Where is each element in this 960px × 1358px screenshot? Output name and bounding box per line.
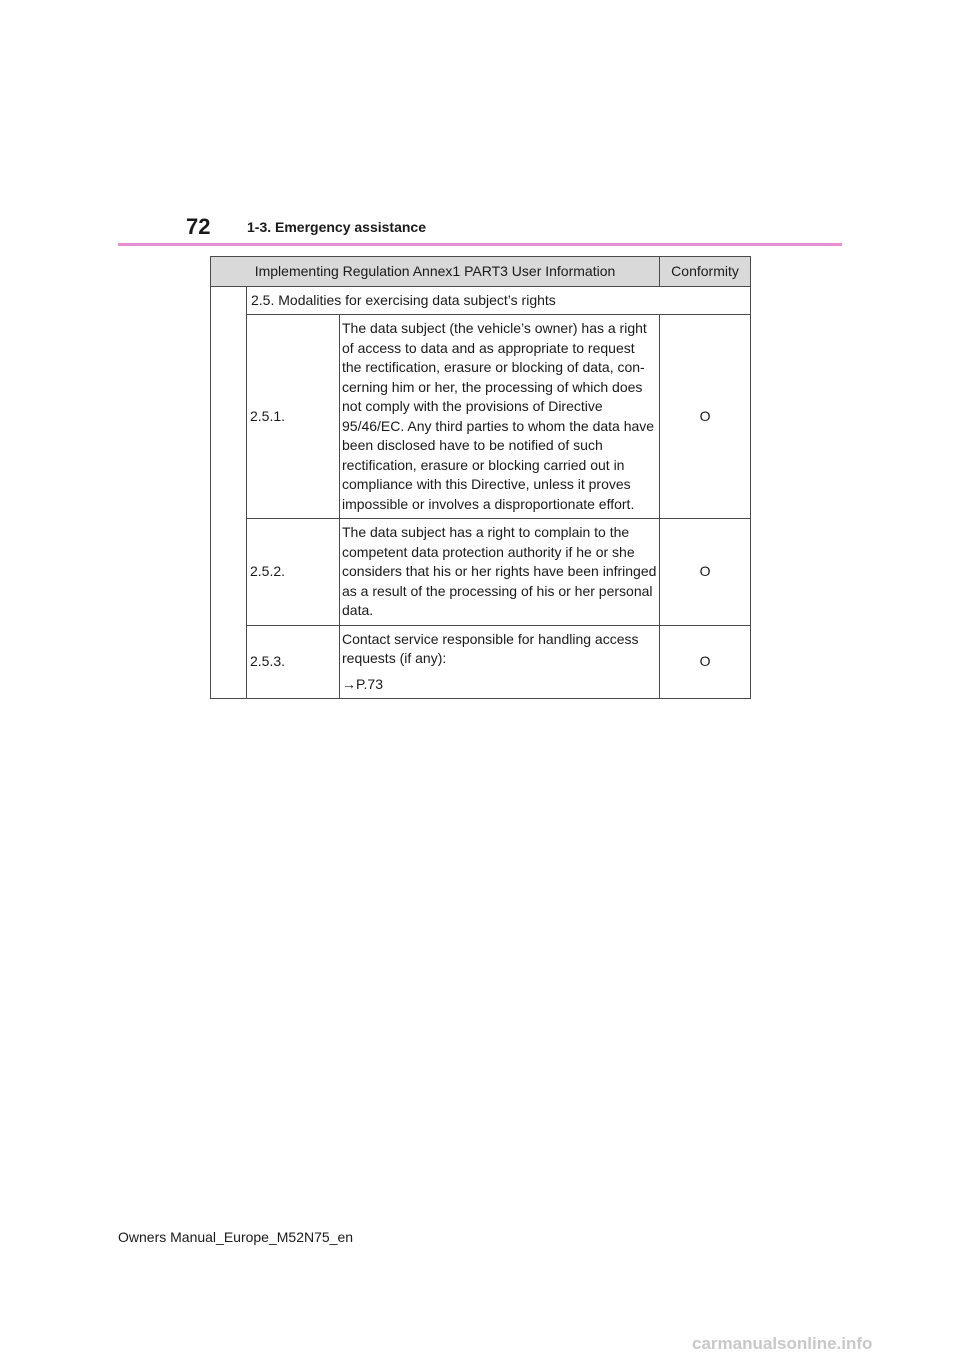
indent-cell <box>211 287 247 699</box>
header-divider <box>118 243 842 246</box>
row-number: 2.5.3. <box>247 625 340 699</box>
table-row <box>211 315 751 519</box>
column-header-conformity: Conformity <box>660 257 751 287</box>
row-conformity: O <box>660 315 751 519</box>
page-number: 72 <box>186 214 211 239</box>
user-information-table <box>210 256 751 699</box>
row-number: 2.5.2. <box>247 519 340 626</box>
column-header-user-information: Implementing Regulation Annex1 PART3 User Information <box>211 257 660 287</box>
row-conformity: O <box>660 519 751 626</box>
row-text-cell <box>340 625 660 699</box>
row-text: The data subject has a right to complain to the competent data protection authority if he or she considers that his or her rights have been infringed as a result of the processing of his or her personal data. <box>340 519 660 626</box>
row-text: The data subject (the vehicle’s owner) has a right of access to data and as appropriate to request the rectification, erasure or blocking of data, con-cerning him or her, the processing of which does not comply with the provisions of Directive 95/46/EC. Any third parties to whom the data have been disclosed have to be notified of such rectification, erasure or blocking carried out in compliance with this Directive, unless it proves impossible or involves a disproportionate effort. <box>340 315 660 519</box>
page-reference-link[interactable]: →P.73 <box>342 675 383 692</box>
row-number: 2.5.1. <box>247 315 340 519</box>
table-header-row <box>211 257 751 287</box>
section-title: 1-3. Emergency assistance <box>247 219 426 235</box>
table-row <box>211 287 751 315</box>
row-conformity: O <box>660 625 751 699</box>
table-row <box>211 519 751 626</box>
group-title: 2.5. Modalities for exercising data subject’s rights <box>247 287 751 315</box>
table-row <box>211 625 751 699</box>
footer-manual-id: Owners Manual_Europe_M52N75_en <box>118 1229 354 1245</box>
watermark: carmanualsonline.info <box>692 1334 873 1353</box>
row-text: Contact service responsible for handling access requests (if any): <box>342 630 639 666</box>
